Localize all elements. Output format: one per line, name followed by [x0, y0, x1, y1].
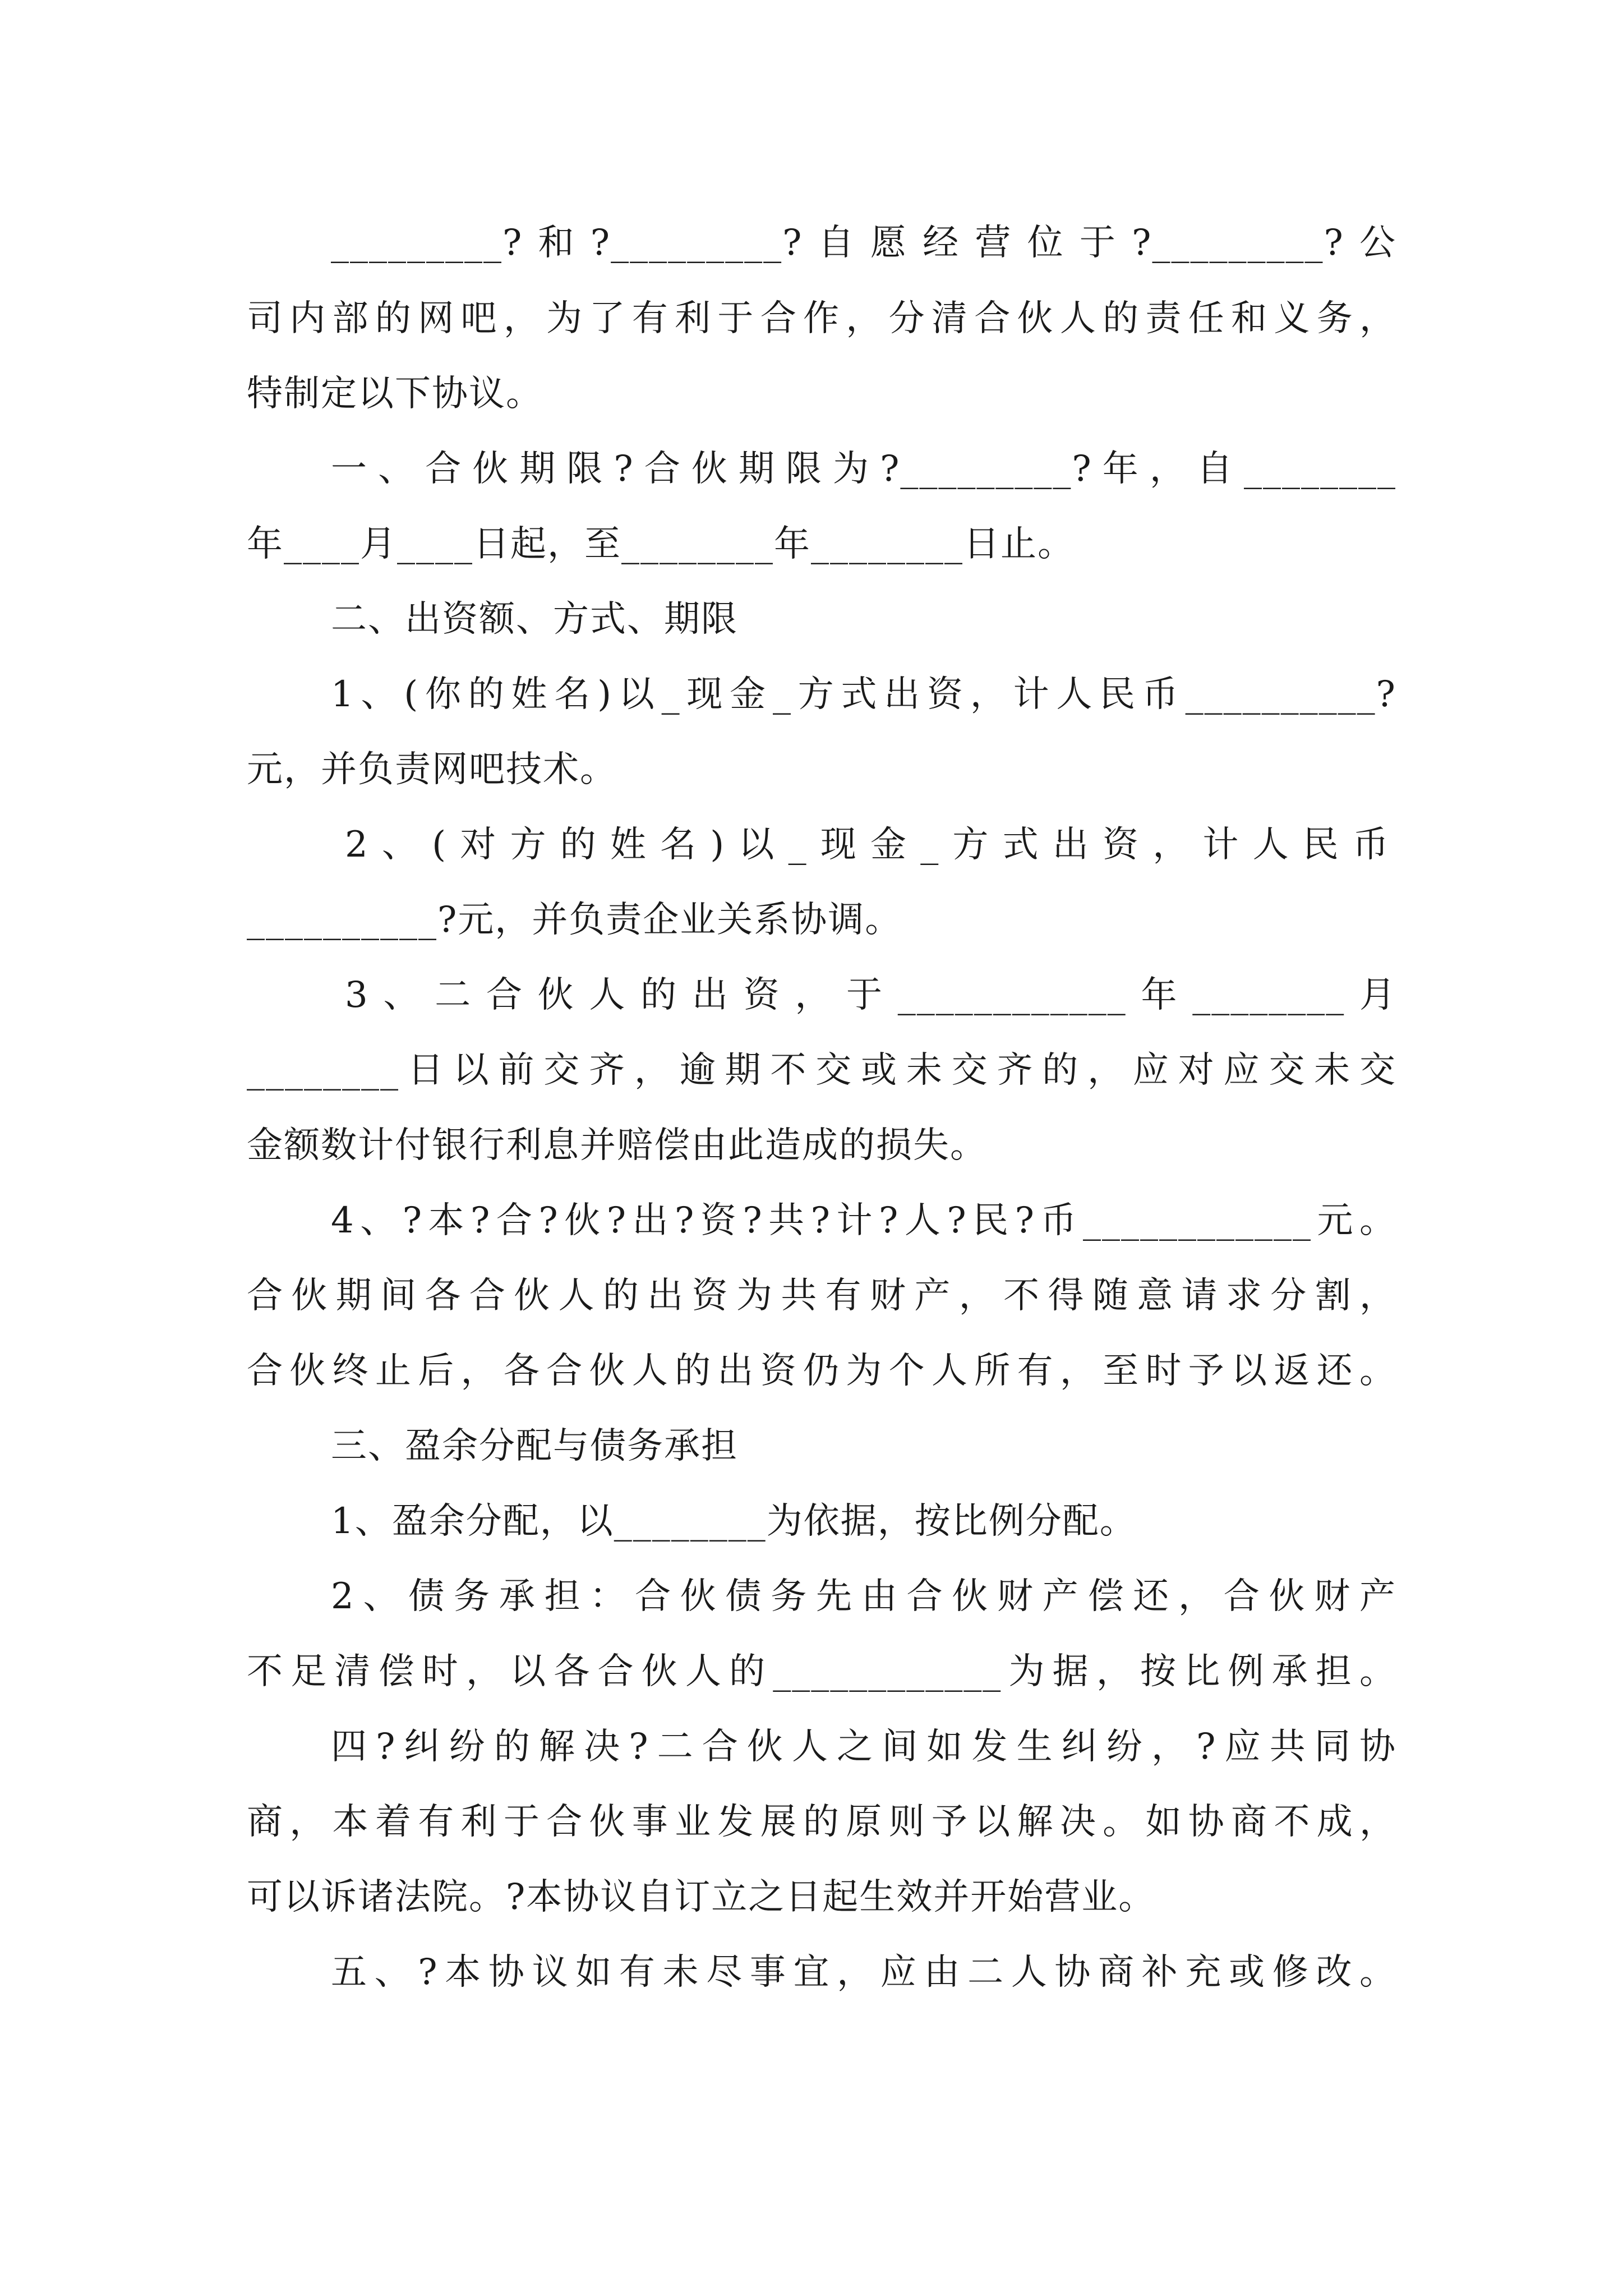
- text-line-24: 五、?本协议如有未尽事宜，应由二人协商补充或修改。: [331, 1952, 1396, 1993]
- text-line-13: 金额数计付银行利息并赔偿由此造成的损失。: [247, 1125, 987, 1166]
- text-line-14: 4、?本?合?伙?出?资?共?计?人?民?币____________元。: [331, 1200, 1396, 1241]
- text-line-8: 元，并负责网吧技术。: [247, 749, 617, 790]
- text-line-2: 司内部的网吧，为了有利于合作，分清合伙人的责任和义务，: [247, 298, 1396, 339]
- text-line-12: ________日以前交齐，逾期不交或未交齐的，应对应交未交: [247, 1050, 1396, 1091]
- text-line-23: 可以诉诸法院。?本协议自订立之日起生效并开始营业。: [247, 1876, 1156, 1918]
- text-line-4: 一、合伙期限?合伙期限为?_________?年，自________: [331, 448, 1396, 490]
- text-line-20: 不足清偿时，以各合伙人的____________为据，按比例承担。: [247, 1651, 1396, 1692]
- text-line-9: 2、(对方的姓名)以_现金_方式出资，计人民币: [345, 824, 1396, 866]
- text-line-16: 合伙终止后，各合伙人的出资仍为个人所有，至时予以返还。: [247, 1350, 1396, 1392]
- text-line-11: 3、二合伙人的出资，于____________年________月: [345, 974, 1396, 1016]
- text-line-10: __________?元，并负责企业关系协调。: [247, 899, 902, 941]
- section-heading-3: 三、盈余分配与债务承担: [331, 1425, 738, 1467]
- section-heading-2: 二、出资额、方式、期限: [331, 599, 738, 640]
- text-line-5: 年____月____日起，至________年________日止。: [247, 523, 1075, 565]
- text-line-21: 四?纠纷的解决?二合伙人之间如发生纠纷，?应共同协: [331, 1726, 1396, 1768]
- text-line-15: 合伙期间各合伙人的出资为共有财产，不得随意请求分割，: [247, 1275, 1396, 1317]
- text-line-3: 特制定以下协议。: [247, 373, 543, 415]
- text-line-19: 2、债务承担：合伙债务先由合伙财产偿还，合伙财产: [331, 1576, 1396, 1617]
- text-line-18: 1、盈余分配，以________为依据，按比例分配。: [331, 1501, 1137, 1542]
- text-line-7: 1、(你的姓名)以_现金_方式出资，计人民币__________?: [331, 674, 1396, 715]
- text-line-1: _________?和?_________?自愿经营位于?_________?公: [331, 222, 1396, 264]
- text-line-22: 商，本着有利于合伙事业发展的原则予以解决。如协商不成，: [247, 1801, 1396, 1843]
